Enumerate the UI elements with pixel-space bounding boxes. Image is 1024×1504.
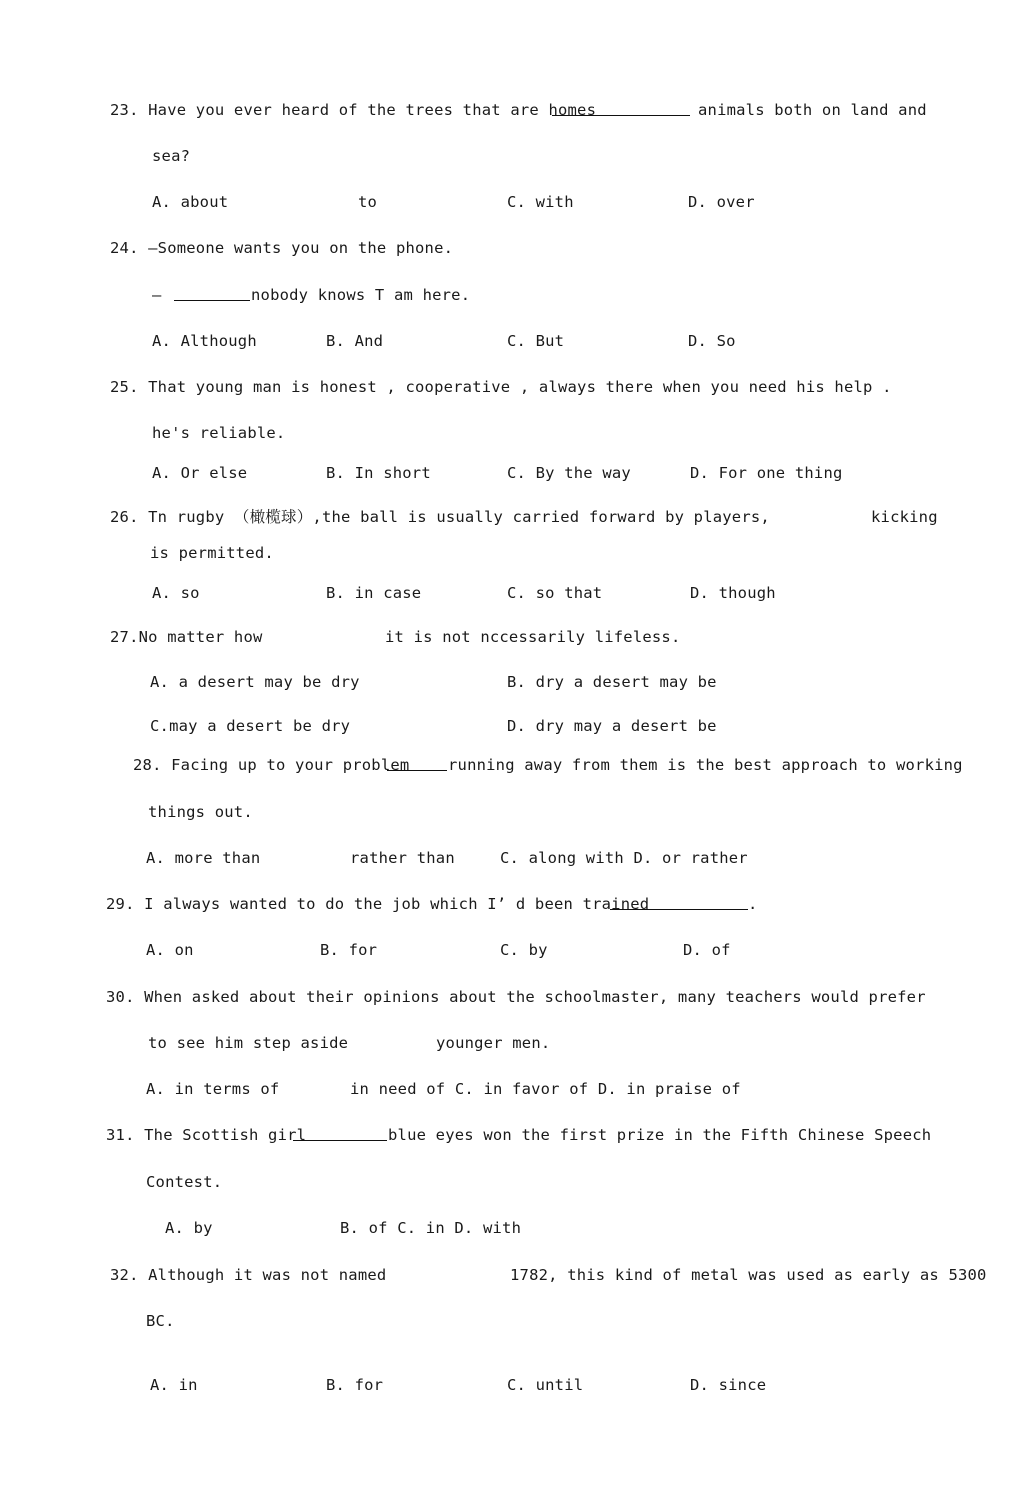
option-b-c-d: B. of C. in D. with — [340, 1219, 522, 1237]
option-d: D. of — [683, 941, 731, 959]
option-c: C. by — [500, 941, 548, 959]
option-a: A. in terms of — [146, 1080, 280, 1098]
option-a: A. so — [152, 584, 200, 602]
question-31-stem: 31. The Scottish girl — [106, 1126, 307, 1144]
question-25-stem-line2: he's reliable. — [152, 424, 286, 442]
option-d: D. since — [690, 1376, 767, 1394]
answer-blank — [552, 115, 690, 116]
question-28-stem: 28. Facing up to your problem — [133, 756, 410, 774]
option-d: D. dry may a desert be — [507, 717, 717, 735]
option-c-d: C. along with D. or rather — [500, 849, 748, 867]
question-31-stem-line2: Contest. — [146, 1173, 223, 1191]
option-d: D. though — [690, 584, 776, 602]
option-b-c-d: in need of C. in favor of D. in praise of — [350, 1080, 741, 1098]
question-32-stem: 32. Although it was not named — [110, 1266, 387, 1284]
question-32-stem-line2: BC. — [146, 1312, 175, 1330]
question-30-stem-line2: to see him step aside — [148, 1034, 349, 1052]
question-23-stem-line2: sea? — [152, 147, 191, 165]
question-24-stem-line2: nobody knows T am here. — [251, 286, 471, 304]
question-30-stem: 30. When asked about their opinions about the schoolmaster, many teachers would prefer — [106, 988, 926, 1006]
question-29-stem-end: . — [748, 895, 758, 913]
question-32-stem-cont: 1782, this kind of metal was used as early as 5300 — [510, 1266, 987, 1284]
question-27-stem-cont: it is not nccessarily lifeless. — [385, 628, 681, 646]
question-31-stem-cont: blue eyes won the first prize in the Fifth Chinese Speech — [388, 1126, 932, 1144]
option-a: A. a desert may be dry — [150, 673, 360, 691]
option-b: B. dry a desert may be — [507, 673, 717, 691]
question-29-stem: 29. I always wanted to do the job which I’ d been trained — [106, 895, 650, 913]
question-30-stem-cont: younger men. — [436, 1034, 551, 1052]
option-c: C. with — [507, 193, 574, 211]
option-b: B. for — [320, 941, 378, 959]
option-b: rather than — [350, 849, 455, 867]
answer-blank — [610, 909, 748, 910]
question-23-stem-cont: animals both on land and — [698, 101, 927, 119]
option-d: D. For one thing — [690, 464, 843, 482]
option-a: A. about — [152, 193, 229, 211]
question-28-stem-cont: running away from them is the best approach to working — [448, 756, 963, 774]
option-a: A. by — [165, 1219, 213, 1237]
question-24-dash: — — [152, 286, 162, 304]
option-c: C. But — [507, 332, 565, 350]
answer-blank — [387, 770, 447, 771]
option-b: B. for — [326, 1376, 384, 1394]
option-b: to — [358, 193, 378, 211]
option-a: A. Although — [152, 332, 257, 350]
question-23-stem: 23. Have you ever heard of the trees that are homes — [110, 101, 597, 119]
question-26-stem: 26. Tn rugby （橄榄球）,the ball is usually carried forward by players, — [110, 508, 770, 526]
question-27-stem: 27.No matter how — [110, 628, 263, 646]
option-b: B. in case — [326, 584, 422, 602]
question-24-stem: 24. —Someone wants you on the phone. — [110, 239, 454, 257]
option-d: D. over — [688, 193, 755, 211]
option-b: B. In short — [326, 464, 431, 482]
question-26-stem-cont: kicking — [871, 508, 938, 526]
option-c: C. until — [507, 1376, 584, 1394]
option-b: B. And — [326, 332, 384, 350]
option-a: A. more than — [146, 849, 261, 867]
option-c: C. By the way — [507, 464, 631, 482]
question-26-stem-line2: is permitted. — [150, 544, 274, 562]
option-a: A. on — [146, 941, 194, 959]
answer-blank — [293, 1140, 387, 1141]
option-a: A. Or else — [152, 464, 248, 482]
option-d: D. So — [688, 332, 736, 350]
option-c: C.may a desert be dry — [150, 717, 351, 735]
option-a: A. in — [150, 1376, 198, 1394]
question-28-stem-line2: things out. — [148, 803, 253, 821]
question-25-stem: 25. That young man is honest , cooperative , always there when you need his help . — [110, 378, 892, 396]
option-c: C. so that — [507, 584, 603, 602]
answer-blank — [174, 300, 250, 301]
